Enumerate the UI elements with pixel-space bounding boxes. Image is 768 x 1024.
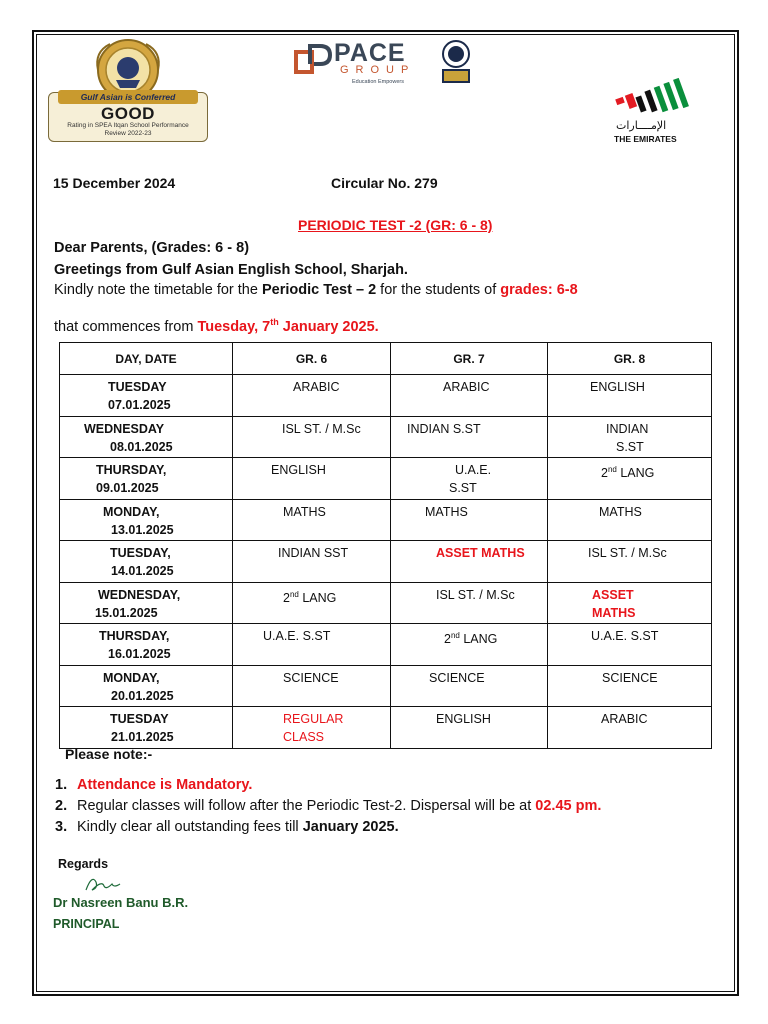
table-row: [60, 665, 712, 707]
gr6-cell: ENGLISH: [233, 458, 391, 500]
rating-ribbon: Gulf Asian is Conferred: [58, 90, 198, 104]
gr6-cell: U.A.E. S.ST: [233, 624, 391, 666]
rating-line-2: Review 2022-23: [104, 129, 152, 137]
list-item: 1. Attendance is Mandatory.: [55, 777, 253, 793]
gr7-cell: MATHS: [391, 499, 548, 541]
intro-line-1: [54, 281, 578, 299]
note-title: Please note:-: [65, 746, 153, 762]
gr8-cell: ENGLISH: [548, 375, 712, 417]
col-header-gr8: GR. 8: [548, 343, 712, 375]
pace-mark-icon: [294, 42, 332, 74]
circular-number: Circular No. 279: [331, 175, 438, 191]
emirates-label: THE EMIRATES: [614, 134, 677, 144]
gr6-cell: INDIAN SST: [233, 541, 391, 583]
gr8-cell: ASSET MATHS: [548, 582, 712, 624]
col-header-day: DAY, DATE: [60, 343, 233, 375]
table-row: [60, 499, 712, 541]
gr7-cell: ENGLISH: [391, 707, 548, 749]
pace-group-logo: [294, 40, 474, 90]
intro-line-2: [54, 313, 379, 336]
gr7-cell: ARABIC: [391, 375, 548, 417]
principal-name: Dr Nasreen Banu B.R.: [53, 895, 189, 910]
table-header-row: [60, 343, 712, 375]
record-holder-seal-icon: [440, 40, 472, 84]
circular-date: 15 December 2024: [53, 175, 176, 191]
rating-badge-logo: [48, 38, 208, 142]
greeting: Greetings from Gulf Asian English School, Sharjah.: [54, 262, 408, 278]
table-row: [60, 624, 712, 666]
gr7-cell: ASSET MATHS: [391, 541, 548, 583]
gr7-cell: U.A.E. S.ST: [391, 458, 548, 500]
gr8-cell: INDIAN S.ST: [548, 416, 712, 458]
table-row: [60, 582, 712, 624]
pace-name: PACE: [334, 39, 406, 67]
gr6-cell: ISL ST. / M.Sc: [233, 416, 391, 458]
table-row: [60, 541, 712, 583]
table-row: [60, 416, 712, 458]
gr8-cell: ISL ST. / M.Sc: [548, 541, 712, 583]
principal-designation: PRINCIPAL: [53, 917, 120, 931]
emirates-bars-icon: [614, 76, 692, 120]
table-row: [60, 375, 712, 417]
salutation: Dear Parents, (Grades: 6 - 8): [54, 240, 250, 256]
intro-text-a: Kindly note the timetable for the: [54, 282, 262, 298]
gr6-cell: SCIENCE: [233, 665, 391, 707]
gr7-cell: 2nd LANG: [391, 624, 548, 666]
emirates-arabic-label: الإمــــارات: [616, 120, 667, 132]
signature-icon: [82, 872, 122, 896]
intro-test-name: Periodic Test – 2: [261, 282, 377, 298]
day-cell: WEDNESDAY, 15.01.2025: [60, 582, 233, 624]
gr6-cell: REGULAR CLASS: [233, 707, 391, 749]
intro-text-c: that commences from: [54, 318, 198, 335]
gr8-cell: SCIENCE: [548, 665, 712, 707]
gr8-cell: U.A.E. S.ST: [548, 624, 712, 666]
day-cell: TUESDAY 21.01.2025: [60, 707, 233, 749]
day-cell: THURSDAY, 16.01.2025: [60, 624, 233, 666]
table-row: [60, 707, 712, 749]
day-cell: MONDAY, 20.01.2025: [60, 665, 233, 707]
gr6-cell: ARABIC: [233, 375, 391, 417]
gr7-cell: SCIENCE: [391, 665, 548, 707]
notes-list: [55, 775, 601, 838]
rating-text: GOOD: [101, 104, 155, 123]
gr6-cell: 2nd LANG: [233, 582, 391, 624]
list-item: 2. Regular classes will follow after the Periodic Test-2. Dispersal will be at 02.45 pm.: [55, 798, 602, 814]
gr8-cell: 2nd LANG: [548, 458, 712, 500]
gr7-cell: ISL ST. / M.Sc: [391, 582, 548, 624]
gr6-cell: MATHS: [233, 499, 391, 541]
pace-tagline: Education Empowers: [352, 79, 404, 85]
intro-grades: grades: 6-8: [500, 282, 578, 298]
rating-line-1: Rating in SPEA Itqan School Performance: [67, 122, 189, 129]
gr7-cell: INDIAN S.ST: [391, 416, 548, 458]
pace-group-text: GROUP: [340, 64, 416, 76]
the-emirates-logo: [612, 76, 694, 148]
day-cell: TUESDAY 07.01.2025: [60, 375, 233, 417]
gr8-cell: ARABIC: [548, 707, 712, 749]
regards-text: Regards: [58, 857, 109, 871]
col-header-gr6: GR. 6: [233, 343, 391, 375]
list-item: 3. Kindly clear all outstanding fees till January 2025.: [55, 819, 399, 835]
day-cell: TUESDAY, 14.01.2025: [60, 541, 233, 583]
day-cell: WEDNESDAY 08.01.2025: [60, 416, 233, 458]
start-date: Tuesday, 7th January 2025.: [197, 317, 379, 335]
table-row: [60, 458, 712, 500]
timetable: [59, 342, 712, 749]
day-cell: THURSDAY, 09.01.2025: [60, 458, 233, 500]
day-cell: MONDAY, 13.01.2025: [60, 499, 233, 541]
circular-heading: PERIODIC TEST -2 (GR: 6 - 8): [298, 217, 493, 233]
intro-text-b: for the students of: [376, 282, 501, 298]
col-header-gr7: GR. 7: [391, 343, 548, 375]
gr8-cell: MATHS: [548, 499, 712, 541]
